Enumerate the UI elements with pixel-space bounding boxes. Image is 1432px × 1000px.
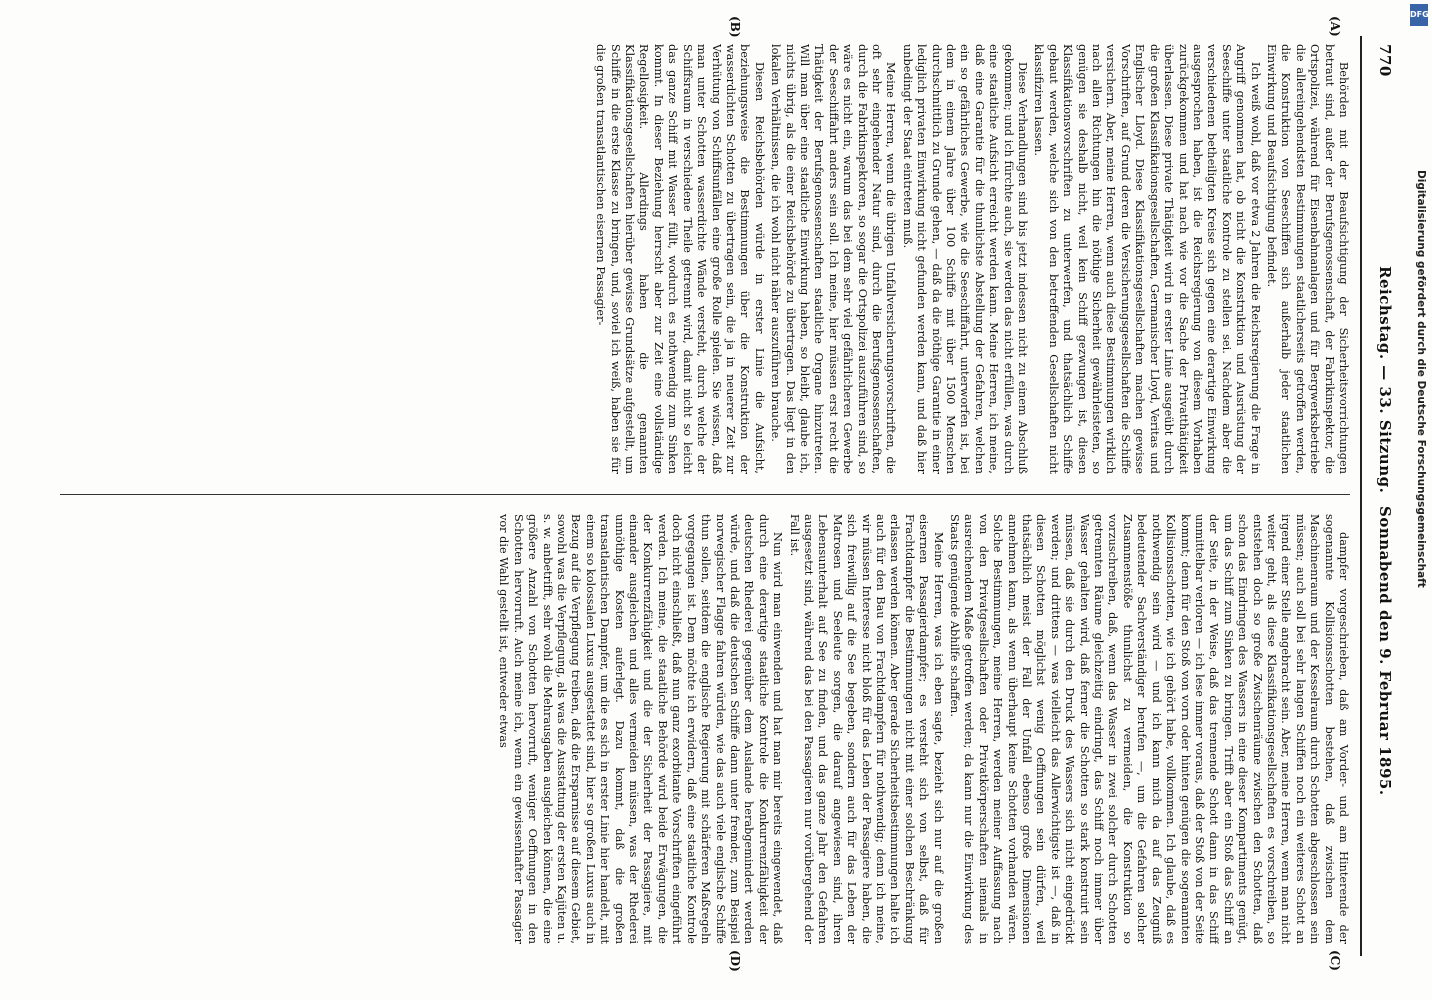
- paragraph: Meine Herren, wenn die übrigen Unfallversicherungsvorschriften, die oft sehr eingehender Natur sind, durch die Berufsgenossenschaften, durch die Fabrikinspektoren, so sogar die Ortspolizei auszuführen sind, so wäre es nicht ein, warum das bei dem sehr viel gefährlicheren Gewerbe der Seeschiffahrt anders sein soll. Ich meine, hier müssen erst recht die Thätigkeit der Berufsgenossenschaften staatliche Organe hinzutreten. Will man über eine staatliche Einwirkung haben, so bleibt, glaube ich, nichts übrig, als die einer Reichsbehörde zu übertragen. Das liegt in den lokalen Verhältnissen, die ich wohl nicht näher auszuführen brauche.: [769, 44, 898, 474]
- right-text-column: [50, 514, 1350, 944]
- paragraph: Diese Verhandlungen sind bis jetzt indessen nicht zu einem Abschluß gekommen; und ich fürchte auch, sie werden das nicht erfüllen, was durch eine staatliche Aufsicht erreicht werden kann. Meine Herren, ich meine, daß eine Garantie für die thunlichste Abstellung der Gefahren, welchen ein so gefährliches Gewerbe, wie die Seeschiffahrt, unterworfen ist, bei dem in einem Jahre über 100 Schiffe mit über 1500 Menschen durchschnittlich zu Grunde gehen, — daß da die nöthige Garantie in einer lediglich privaten Einwirkung nicht gefunden werden kann, und daß hier unbedingt der Staat eintreten muß.: [900, 44, 1030, 474]
- session-title: Reichstag. — 33. Sitzung.: [1376, 266, 1394, 494]
- paragraph: Meine Herren, was ich eben sagte, bezieht sich nur auf die großen eisernen Passagierdampfer; es versteht sich von selbst, daß für Frachtdampfer die Bestimmungen nicht mit einer solchen Beschränkung erlassen werden können. Aber gerade Sicherheitsbestimmungen halte ich auch für den Bau von Frachtdampfern für nothwendig; denn ich meine, wir müssen Interesse nicht bloß für das Leben der Passagiere haben, die sich freiwillig auf die See begeben, sondern auch für das Leben der Matrosen und Seeleute sorgen, die darauf angewiesen sind, ihren Lebensunterhalt auf See zu finden, und das ganze Jahr den Gefahren ausgesetzt sind, während das bei den Passagieren nur vorübergehend der Fall ist.: [787, 514, 945, 944]
- credit-text: Digitalisierung gefördert durch die Deutsche Forschungsgemeinschaft: [1415, 170, 1427, 588]
- margin-letter-d: (D): [728, 950, 742, 972]
- paragraph: Nun wird man einwenden und hat man mir bereits eingewendet, daß durch eine derartige staatliche Kontrole die Konkurrenzfähigkeit der deutschen Rhederei gegenüber dem Auslande herabgemindert werden würde, und daß die deutschen Schiffe dann unter fremder, zum Beispiel norwegischer Flagge fahren würden, wie das auch viele englische Schiffe thun sollen, seitdem die englische Regierung mit schärferen Maßregeln vorgegangen ist. Dem möchte ich erwidern, daß eine staatliche Kontrole doch nicht einschließt, daß nun ganz exorbitante Vorschriften eingeführt werden. Ich meine, die staatliche Behörde wird beide Erwägungen, die der Konkurrenzfähigkeit und die der Sicherheit der Passagiere, mit einander ausgleichen und alles vermeiden müssen, was der Rhederei unnöthige Kosten auferlegt. Dazu kommt, daß die großen transatlantischen Dampfer, um die es sich in erster Linie hier handelt, mit einem so kolossalen Luxus ausgestattet sind, hier so großen Luxus auch in Bezug auf die Verpflegung treiben, daß die Ersparnisse auf diesem Gebiet, sowohl was die Verpflegung, als was die Ausstattung der ersten Kajüten u. s. w. anbetrifft, sehr wohl die Mehrausgaben ausgleichen können, die eine größere Anzahl von Schotten hervorruft, weniger Oeffnungen in den Schotten hervorruft. Auch meine ich, wenn ein gewissenhafter Passagier vor die Wahl gestellt ist, entweder etwas: [497, 514, 785, 944]
- margin-letter-b: (B): [728, 16, 742, 38]
- paragraph: Ich weiß wohl, daß vor etwa 2 Jahren die Reichsregierung die Frage in Angriff genommen hat, ob nicht die Konstruktion und Ausrüstung der Seeschiffe unter staatliche Kontrole zu stellen sei. Nachdem aber die verschiedenen betheiligten Kreise sich gegen eine derartige Einwirkung ausgesprochen haben, ist die Reichsregierung von diesem Vorhaben zurückgekommen und hat nach wie vor die Sache der Privatthätigkeit überlassen. Diese private Thätigkeit wird in erster Linie ausgeübt durch die großen Klassifikationsgesellschaften, Germanischer Lloyd, Veritas und Englischer Lloyd. Diese Klassifikationsgesellschaften machen gewisse Vorschriften, auf Grund deren die Versicherungsgesellschaften die Schiffe versichern. Aber, meine Herren, wenn auch diese Bestimmungen wirklich nach allen Richtungen hin die nöthige Sicherheit gewährleisteten, so genügen sie deshalb nicht, weil kein Schiff gezwungen ist, diesen Klassifikationsvorschriften zu unterwerfen, und thatsächlich Schiffe gebaut werden, welche sich von den betreffenden Gesellschaften nicht klassifiziren lassen.: [1032, 44, 1262, 474]
- dfg-logo: DFG: [1410, 4, 1428, 26]
- rotated-newspaper-page: [22, 16, 1402, 972]
- header-rule: [1360, 36, 1362, 956]
- left-text-column: [50, 44, 1350, 474]
- column-divider: [60, 494, 1350, 495]
- session-date: Sonnabend den 9. Februar 1895.: [1376, 506, 1394, 796]
- page-number: 770: [1376, 44, 1394, 77]
- margin-letter-c: (C): [1328, 950, 1342, 971]
- page-header: [1362, 36, 1402, 956]
- digitization-credit: [1405, 170, 1427, 990]
- paragraph: Behörden mit der Beaufsichtigung der Sicherheitsvorrichtungen betraut sind, außer der Berufsgenossenschaft, der Fabrikinspektor, die Ortspolizei, während für Eisenbahnanlagen und für Bergwerksbetriebe die allereingehendsten Bestimmungen staatlicherseits getroffen werden, die Konstruktion von Seeschiffen sich außerhalb jeder staatlichen Einwirkung und Beaufsichtigung befindet.: [1264, 44, 1350, 474]
- paragraph: dampfer vorgeschrieben, daß am Vorder- und am Hinterende der sogenannte Kollisionsschotten bestehen, daß zwischen dem Maschinenraum und der Kesselraum durch Schotten abgeschlossen sein müssen; auch soll bei sehr langen Schiffen noch ein weiteres Schott an irgend einer Stelle angebracht sein. Aber, meine Herren, wenn man nicht weiter geht, als diese Klassifikationsgesellschaften es vorschreiben, so entstehen doch so große Zwischenräume zwischen den Schotten, daß schon das Eindringen des Wassers in eine dieser Kompartiments genügt, um das Schiff zum Sinken zu bringen. Trifft aber ein Stoß das Schiff an der Seite, in der Weise, daß das trennende Schott dann in das Schiff unmittelbar verloren — ich lese immer voraus, daß der Stoß von der Seite kommt; denn für den Stoß von vorn oder hinten genügen die sogenannten Kollisionsschotten, wie ich gehört habe, vollkommen. Ich glaube, daß es nothwendig sein wird — und ich kann mich da auf das Zeugniß bedeutender Sachverständiger berufen —, um die Gefahren solcher Zusammenstöße thunlichst zu vermeiden, die Konstruktion so vorzuschreiben, daß, wenn das Wasser in zwei solcher durch Schotten getrennten Räume gleichzeitig eindringt, das Schiff noch immer über Wasser gehalten wird, daß ferner die Schotten so stark konstruirt sein müssen, daß sie durch den Druck des Wassers sich nicht eingedrückt werden; und drittens — was vielleicht das Allerwichtigste ist —, daß in diesen Schotten möglichst wenig Oeffnungen sein dürfen, weil thatsächlich meist der Fall der Unfall ebenso große Dimensionen annehmen kann, als wenn überhaupt keine Schotten vorhanden wären. Solche Bestimmungen, meine Herren, werden meiner Auffassung nach von den Privatgesellschaften oder Privatkörperschaften niemals in ausreichendem Maße getroffen werden; da kann nur die Einwirkung des Staats genügende Abhilfe schaffen.: [948, 514, 1350, 944]
- margin-letter-a: (A): [1328, 16, 1342, 37]
- paragraph: Diesen Reichsbehörden würde in erster Linie die Aufsicht, beziehungsweise die Bestimmungen über die Konstruktion der wasserdichten Schotten zu übertragen sein, die ja in neuerer Zeit zur Verhütung von Schiffsunfällen eine große Rolle spielen. Sie wissen, daß man unter Schotten wasserdichte Wände versteht, durch welche der Schiffsraum in verschiedene Theile getrennt wird, damit nicht so leicht das ganze Schiff mit Wasser füllt, wodurch es nothwendig zum Sinken kommt. In dieser Beziehung herrscht aber zur Zeit eine vollständige Regellosigkeit. Allerdings haben die genannten Klassifikationsgesellschaften hierüber gewisse Grundsätze aufgestellt, um Schiffe in die erste Klasse zu bringen, und, soviel ich weiß, haben sie für die großen transatlantischen eisernen Passagier-: [594, 44, 766, 474]
